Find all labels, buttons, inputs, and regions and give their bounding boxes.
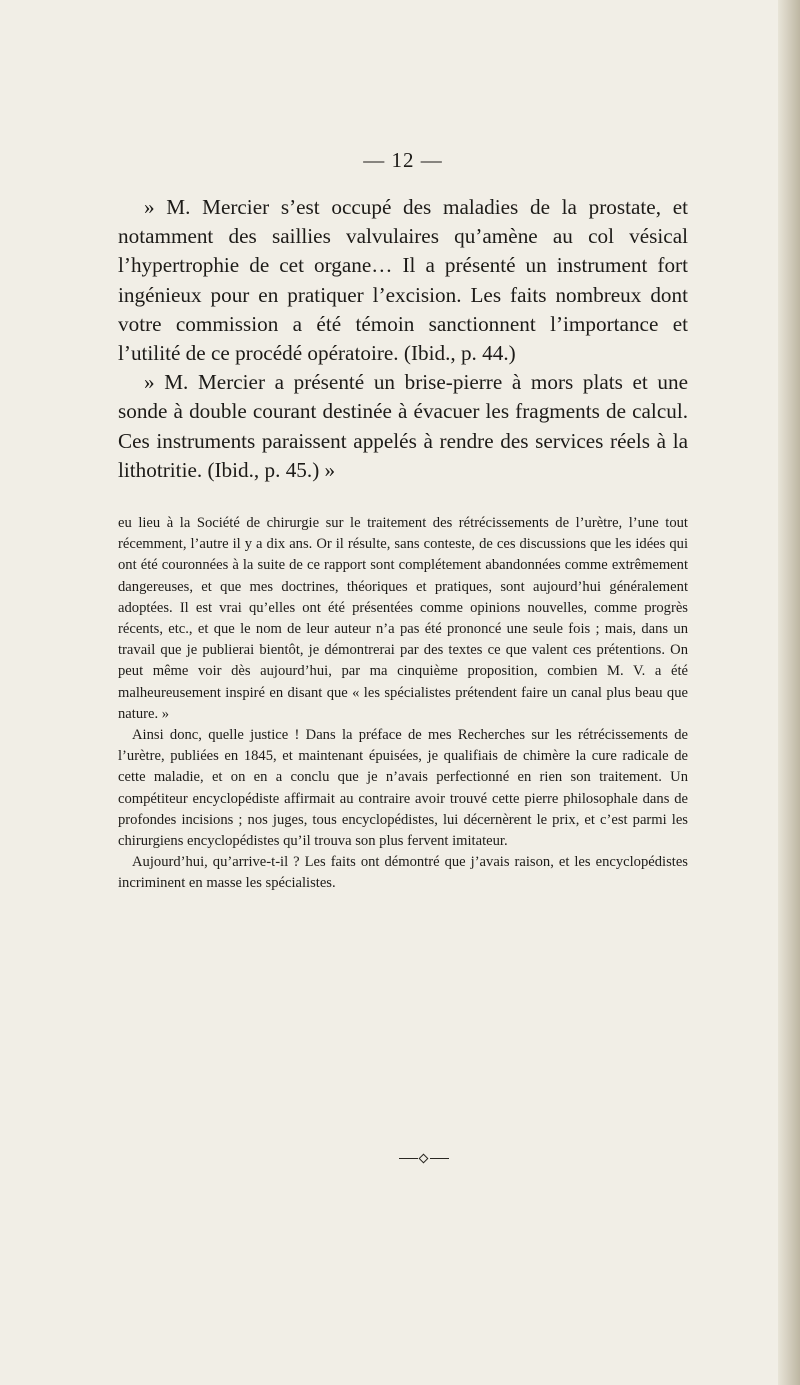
footnote-paragraph-1: eu lieu à la Société de chirurgie sur le traitement des rétrécissements de l’urètre, l’une tout récemment, l’autre il y a dix ans. Or il résulte, sans conteste, de ces discussions que les idées qui ont été couronnées à la suite de ce rapport sont complétement abandonnées comme extrêmement dangereuses, et que mes doctrines, théoriques et pratiques, sont aujourd’hui généralement adoptées. Il est vrai qu’elles ont été présentées comme opinions nouvelles, comme progrès récents, etc., et que le nom de leur auteur n’a pas été prononcé une seule fois ; mais, dans un travail que je publierai bientôt, je démontrerai par des textes ce que valent ces prétentions. On peut même voir dès aujourd’hui, par ma cinquième proposition, combien M. V. a été malheureusement inspiré en disant que « les spécialistes prétendent faire un canal plus beau que nature. » — [118, 515, 688, 722]
page-number: — 12 — — [363, 148, 443, 172]
footnote-paragraph-3: Aujourd’hui, qu’arrive-t-il ? Les faits ont démontré que j’avais raison, et les encyclopédistes incriminent en masse les spécialistes. — [118, 854, 688, 892]
footnote-paragraph-2: Ainsi donc, quelle justice ! Dans la préface de mes Recherches sur les rétrécissements de l’urètre, publiées en 1845, et maintenant épuisées, je qualifiais de chimère la cure radicale de cette maladie, et on en a conclu que je n’avais perfectionné en rien son traitement. Un compétiteur encyclopédiste affirmait au contraire avoir trouvé cette pierre philosophale dans de profondes incisions ; nos juges, tous encyclopédistes, lui décernèrent le prix, et c’est parmi les chirurgiens encyclopédistes qu’il trouva son plus fervent imitateur. — [118, 727, 688, 850]
document-page — [118, 148, 688, 895]
page-edge — [778, 0, 800, 1385]
paragraph-1: » M. Mercier s’est occupé des maladies de la prostate, et notamment des saillies valvulaires qu’amène au col vésical l’hypertrophie de cet organe… Il a présenté un instrument fort ingénieux pour en pratiquer l’excision. Les faits nombreux dont votre commission a été témoin sanctionnent l’importance et l’utilité de ce procédé opératoire. (Ibid., p. 44.) — [118, 195, 688, 366]
paragraph-2: » M. Mercier a présenté un brise-pierre à mors plats et une sonde à double courant destinée à évacuer les fragments de calcul. Ces instruments paraissent appelés à rendre des services réels à la lithotritie. (Ibid., p. 45.) » — [118, 370, 688, 482]
main-text — [118, 193, 688, 485]
footnote — [118, 513, 688, 895]
end-ornament-icon — [399, 1155, 449, 1163]
